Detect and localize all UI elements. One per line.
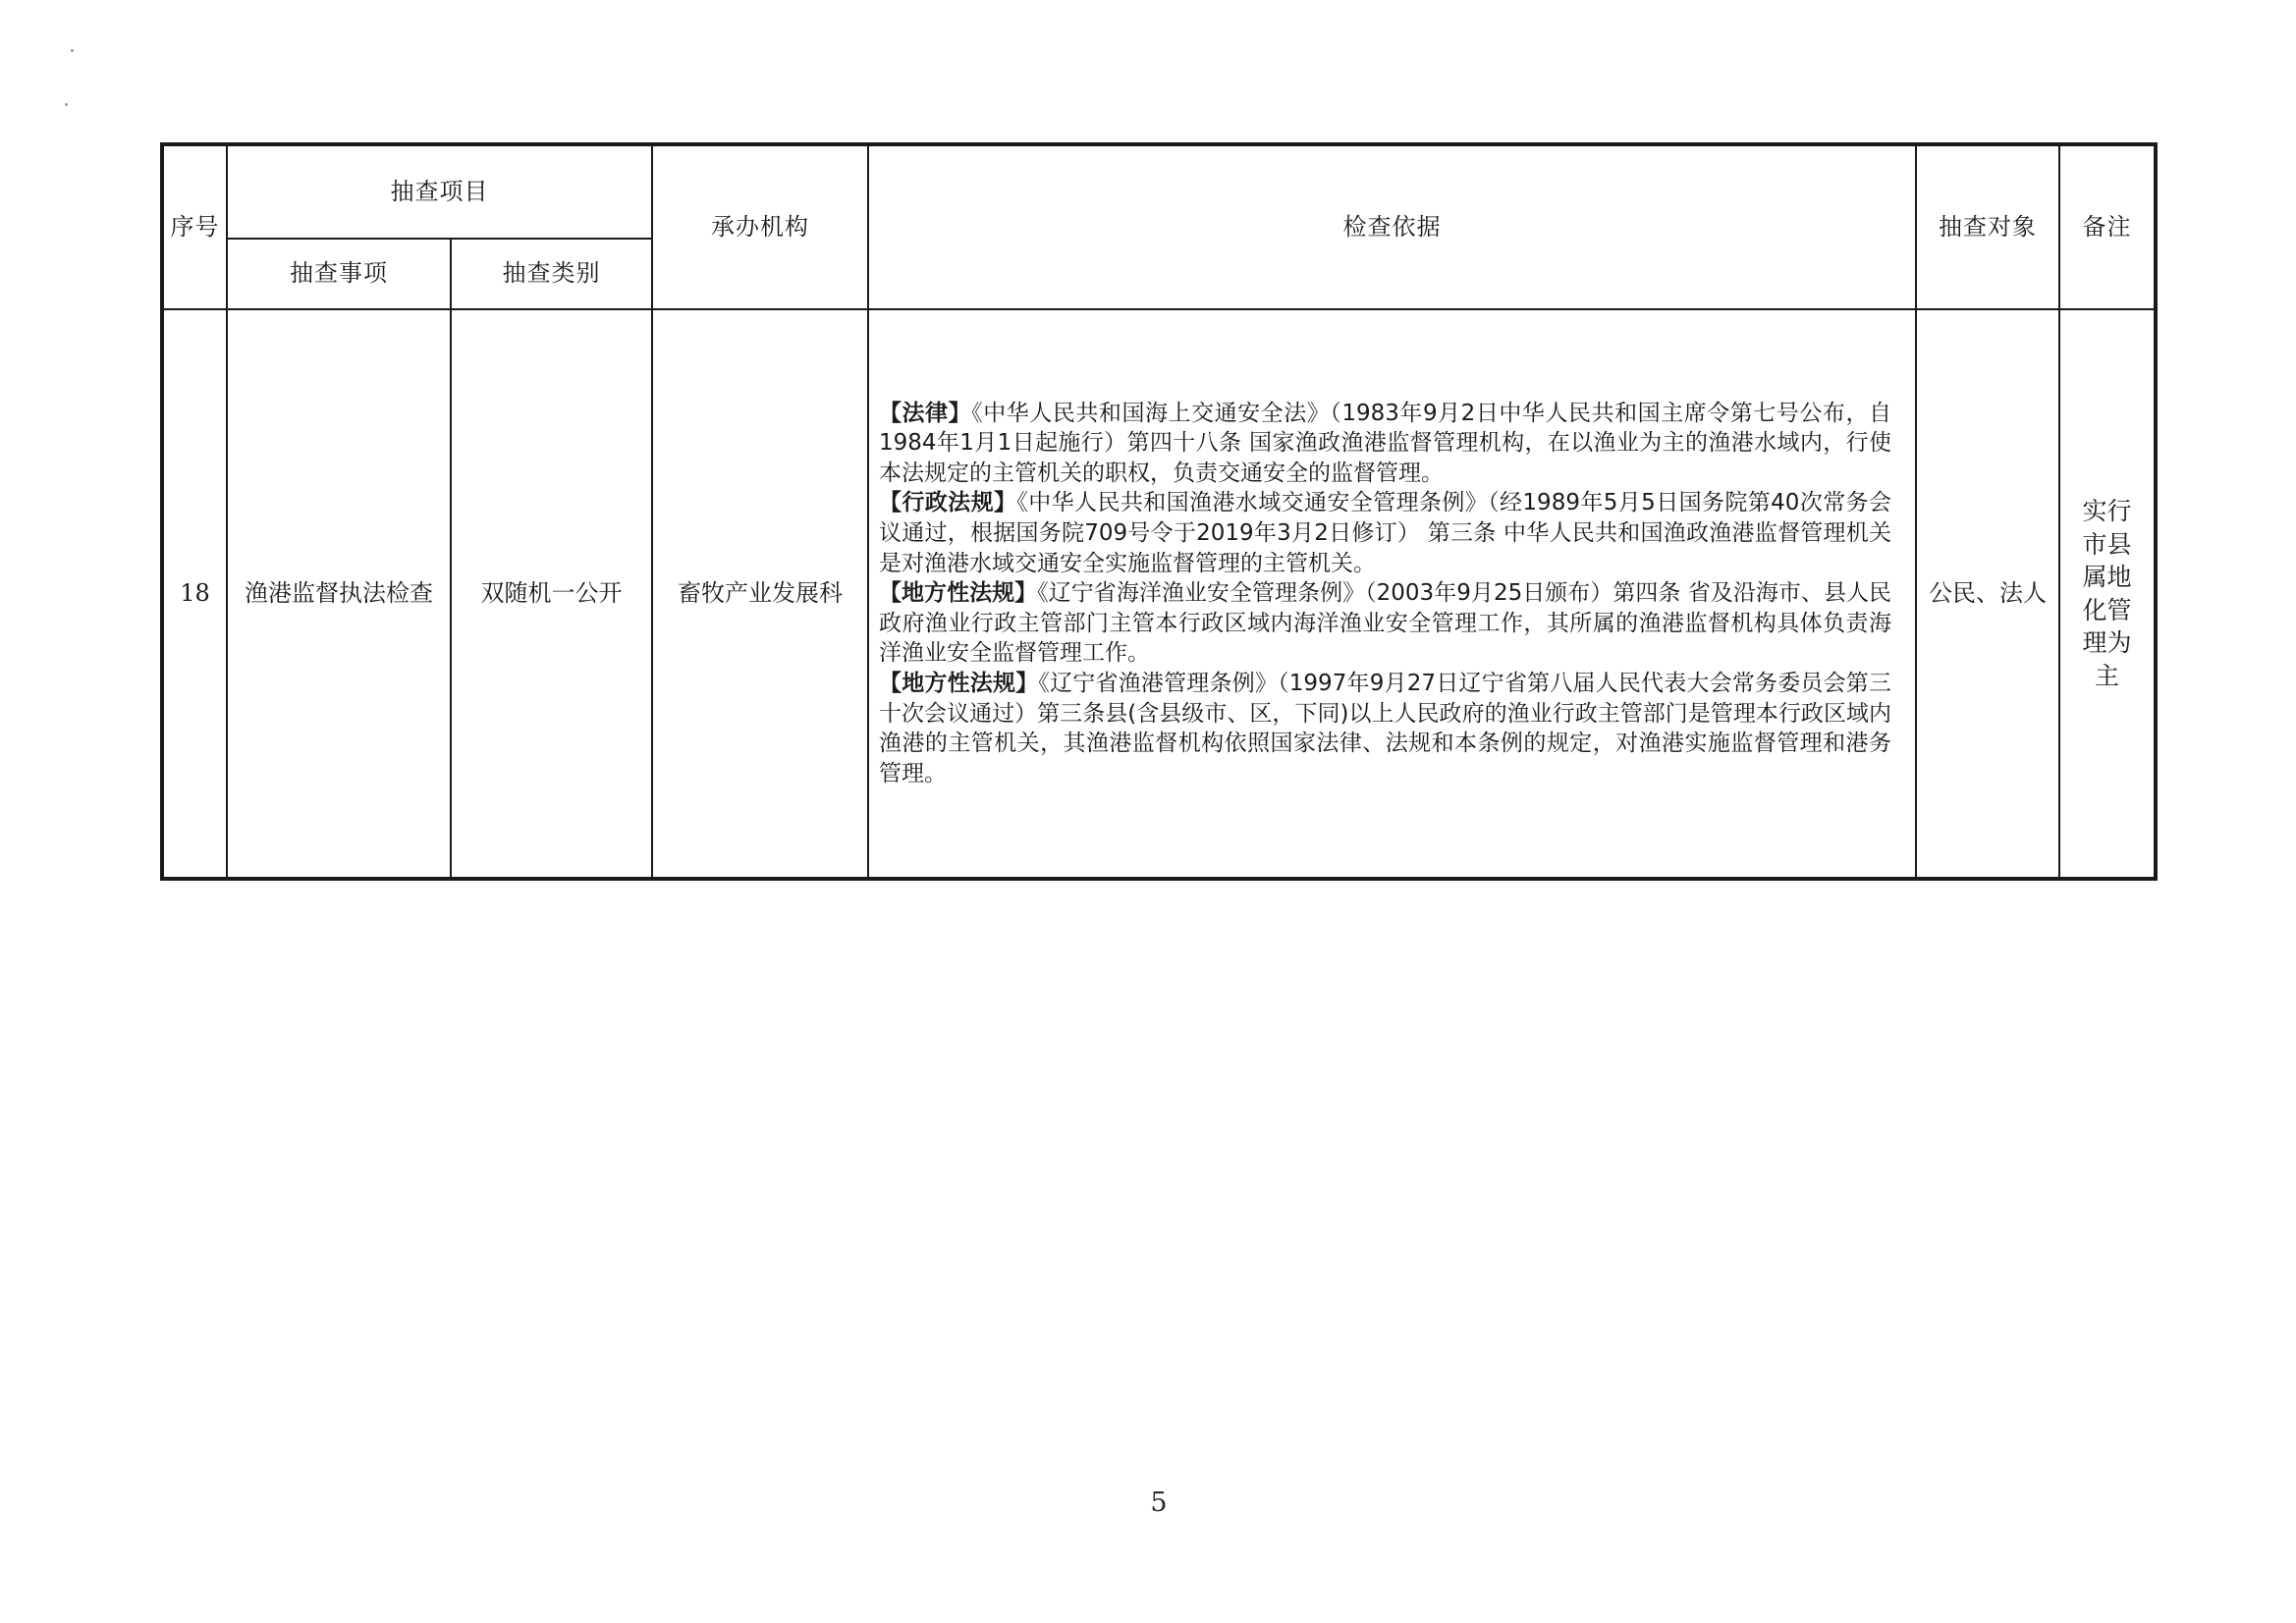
table-row: [162, 309, 2156, 879]
cell-remark: [2059, 309, 2156, 879]
header-target: 抽查对象: [1916, 144, 2059, 309]
basis-admin-regulation: [879, 488, 1891, 578]
basis-law-tag: 【法律】: [879, 400, 972, 426]
scan-speck: [65, 103, 68, 106]
inspection-table: [160, 142, 2158, 881]
header-agency: 承办机构: [652, 144, 868, 309]
header-item: 抽查事项: [227, 239, 451, 309]
header-category: 抽查类别: [451, 239, 652, 309]
cell-target: 公民、法人: [1916, 309, 2059, 879]
basis-local-regulation-1-text: 《辽宁省海洋渔业安全管理条例》（2003年9月25日颁布）第四条 省及沿海市、县人民政府渔业行政主管部门主管本行政区域内海洋渔业安全管理工作，其所属的渔港监督机构具体负责海洋渔业安全监督管理工作。: [879, 580, 1891, 667]
cell-category: 双随机一公开: [451, 309, 652, 879]
basis-law-text: 《中华人民共和国海上交通安全法》（1983年9月2日中华人民共和国主席令第七号公布，自1984年1月1日起施行）第四十八条 国家渔政渔港监督管理机构，在以渔业为主的渔港水域内，行使本法规定的主管机关的职权，负责交通安全的监督管理。: [879, 400, 1892, 486]
basis-local-regulation-2: [879, 669, 1891, 788]
basis-local-regulation-2-tag: 【地方性法规】: [879, 670, 1039, 696]
basis-law: [879, 399, 1891, 489]
cell-agency: 畜牧产业发展科: [652, 309, 868, 879]
header-remark: 备注: [2059, 144, 2156, 309]
header-basis: 检查依据: [868, 144, 1916, 309]
cell-seq: 18: [162, 309, 227, 879]
basis-local-regulation-1-tag: 【地方性法规】: [879, 580, 1038, 607]
header-seq: 序号: [162, 144, 227, 309]
basis-admin-regulation-text: 《中华人民共和国渔港水域交通安全管理条例》（经1989年5月5日国务院第40次常务会议通过，根据国务院709号令于2019年3月2日修订） 第三条 中华人民共和国渔政渔港监督管理机关是对渔港水域交通安全实施监督管理的主管机关。: [879, 490, 1892, 576]
basis-local-regulation-2-text: 《辽宁省渔港管理条例》（1997年9月27日辽宁省第八届人民代表大会常务委员会第三十次会议通过）第三条县(含县级市、区，下同)以上人民政府的渔业行政主管部门是管理本行政区域内渔港的主管机关，其渔港监督机构依照国家法律、法规和本条例的规定，对渔港实施监督管理和港务管理。: [879, 670, 1892, 786]
basis-local-regulation-1: [879, 578, 1891, 669]
remark-text: 实行市县属地化管理为主: [2082, 497, 2132, 690]
basis-admin-regulation-tag: 【行政法规】: [879, 490, 1017, 516]
cell-item: 渔港监督执法检查: [227, 309, 451, 879]
header-project-group: 抽查项目: [227, 144, 652, 239]
header-row-top: [162, 144, 2156, 239]
scan-speck: [71, 49, 74, 52]
page-number: 5: [1150, 1488, 1168, 1518]
cell-basis: [868, 309, 1916, 879]
